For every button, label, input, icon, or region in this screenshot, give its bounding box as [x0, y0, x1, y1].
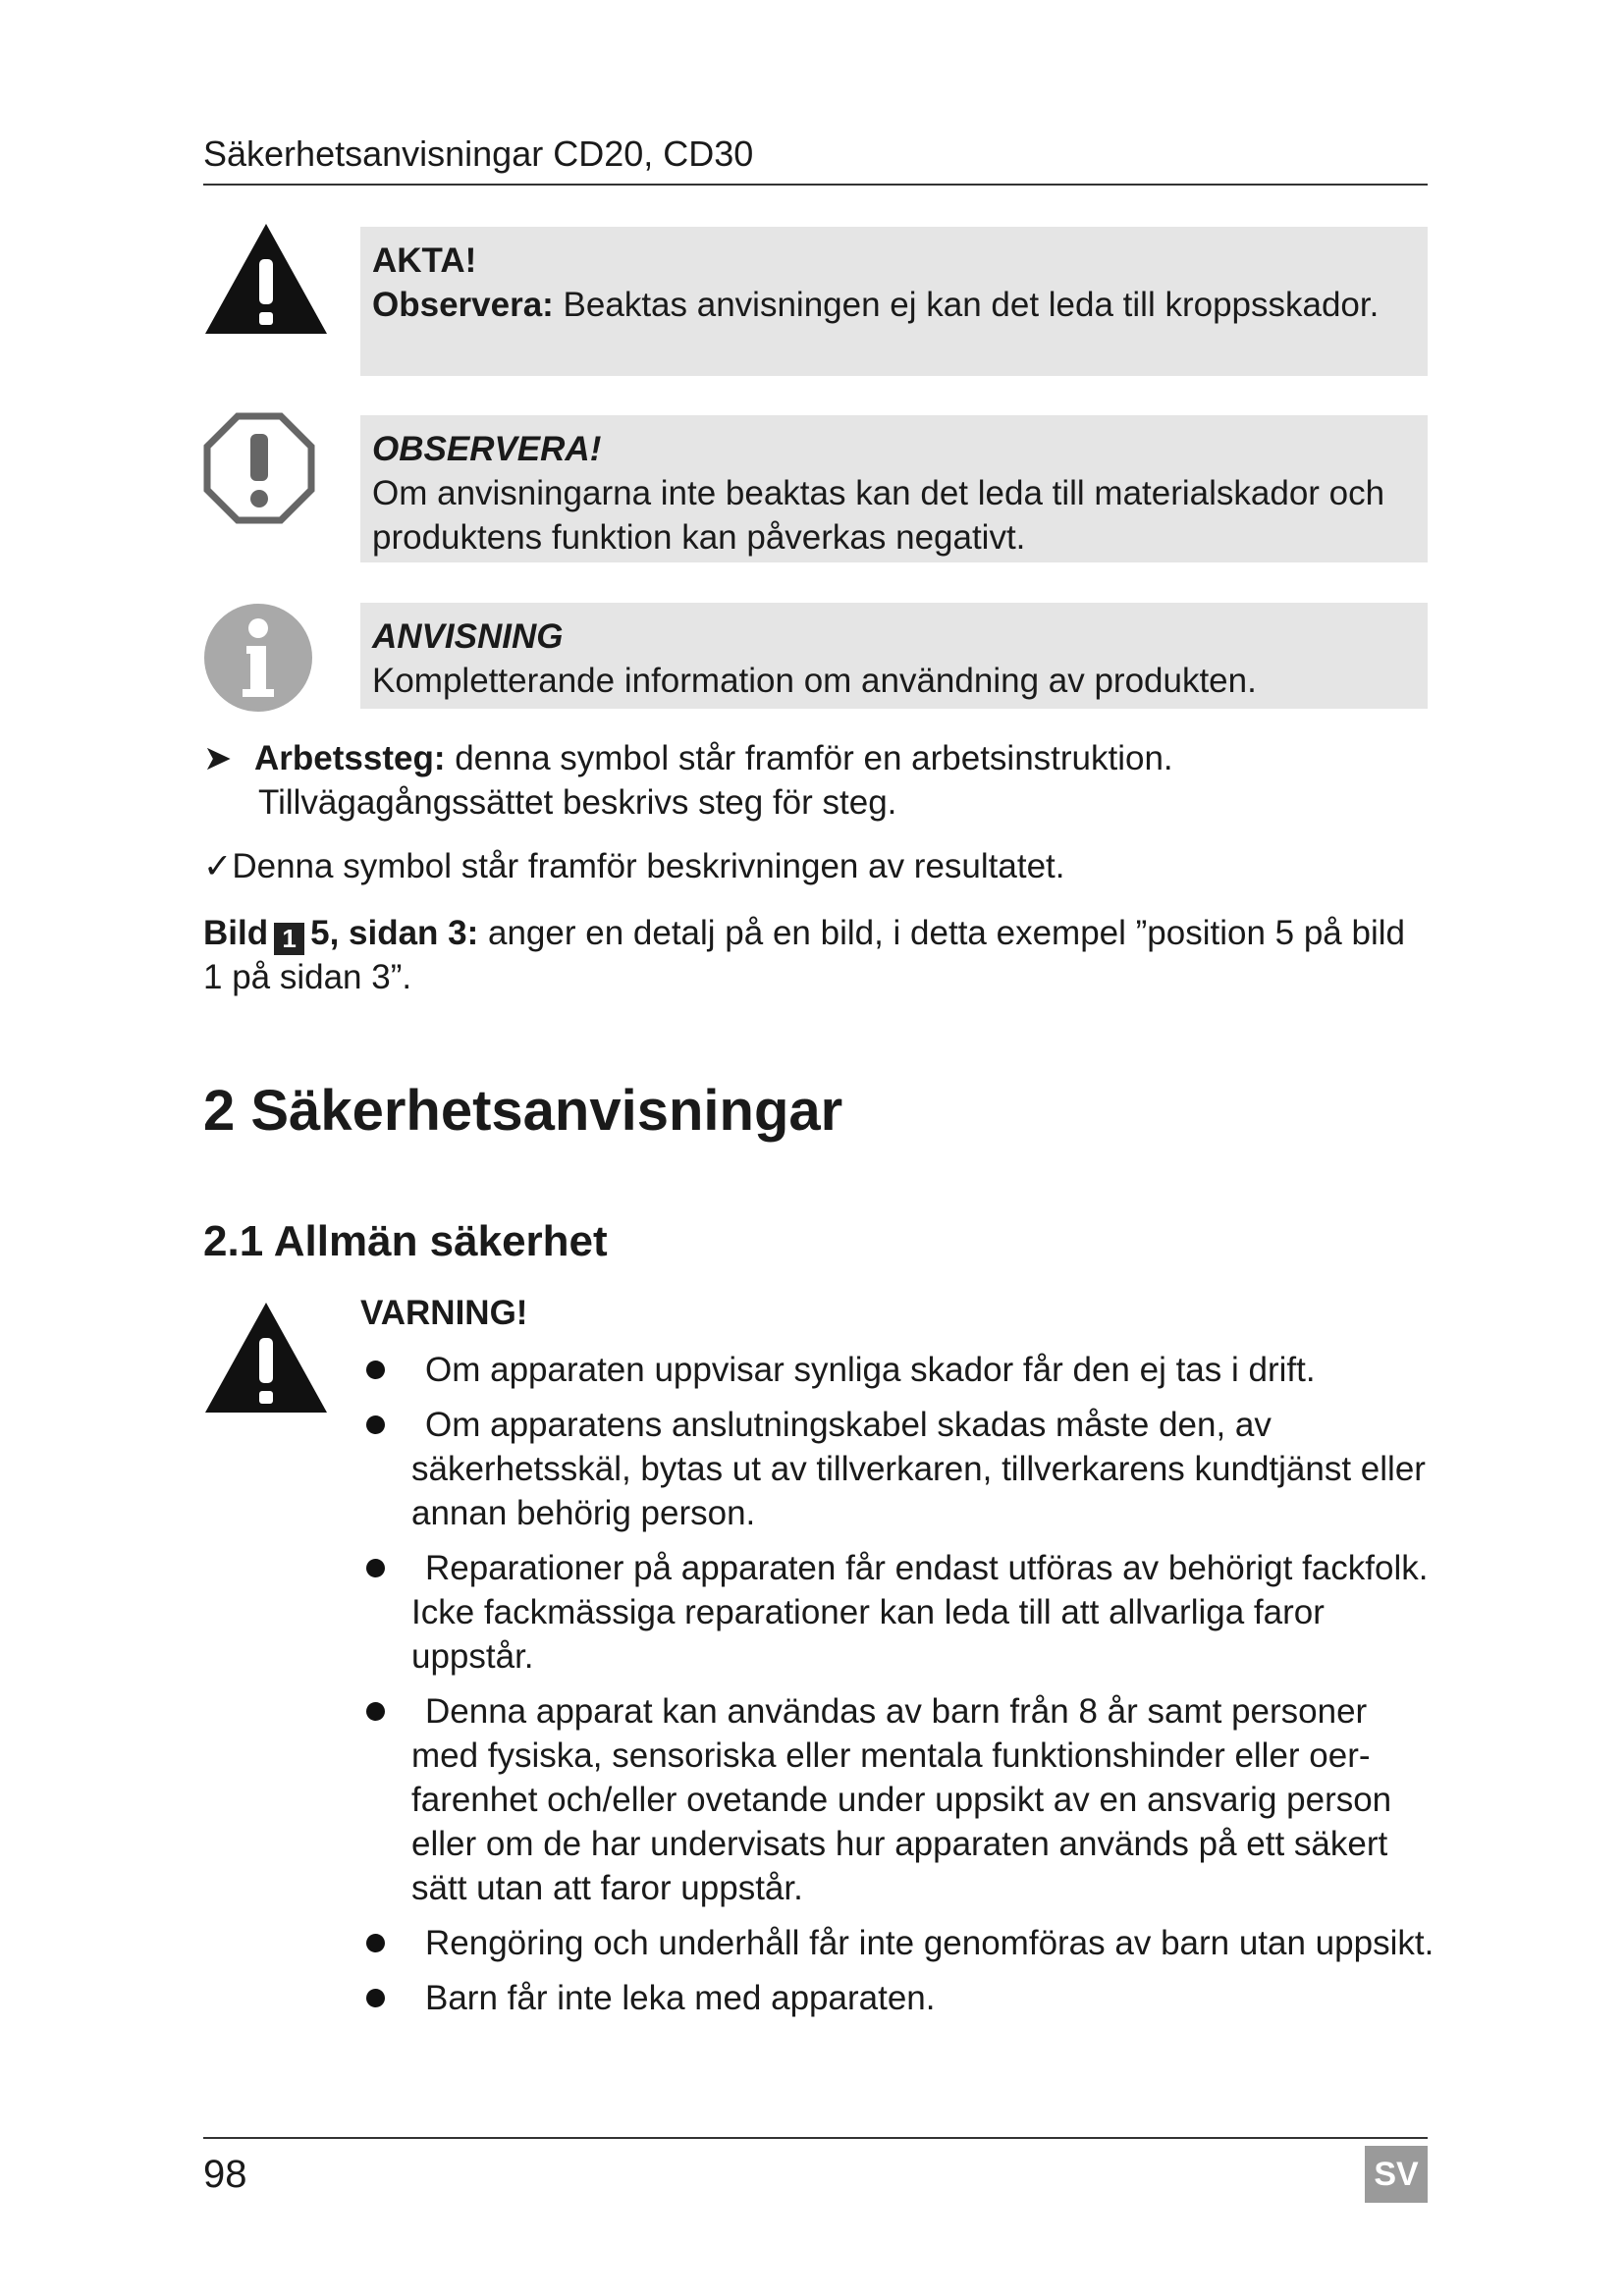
warning-triangle-icon: [203, 1301, 329, 1415]
figure-number-box: 1: [274, 923, 304, 955]
step-text: denna symbol står framför en arbetsinstruktion.: [445, 739, 1173, 777]
notice-akta-text: Beaktas anvisningen ej kan det leda till kroppsskador.: [553, 286, 1380, 324]
octagon-exclamation-icon: [203, 412, 315, 524]
notice-anvisning-title: ANVISNING: [372, 617, 564, 656]
language-badge: SV: [1365, 2146, 1428, 2203]
notice-akta-lead: Observera:: [372, 286, 554, 324]
header-rule: [203, 184, 1428, 186]
bullet-icon: [366, 1415, 385, 1434]
bullet-icon: [366, 1934, 385, 1952]
subsection-heading: 2.1 Allmän säkerhet: [203, 1217, 608, 1265]
page-number: 98: [203, 2153, 247, 2196]
list-item: Denna apparat kan användas av barn från 8 år samt personer med fysiska, sensoriska eller mentala funktionshinder eller oerfarenhet och/eller ovetande under uppsikt av en ansvarig person eller om de har undervisats hur apparaten används på ett säkert sätt utan att faror uppstår.: [360, 1689, 1440, 1910]
list-item: Reparationer på apparaten får endast utföras av behörigt fackfolk. Icke fackmässiga reparationer kan leda till att allvarliga faror uppstår.: [360, 1546, 1440, 1679]
info-icon: [203, 603, 313, 713]
notice-observera-title: OBSERVERA!: [372, 430, 602, 468]
notice-observera: [360, 415, 1428, 562]
bullet-icon: [366, 1361, 385, 1379]
figure-ref: 5, sidan 3:: [310, 914, 479, 952]
result-explanation: [203, 844, 1431, 888]
figure-text: anger en detalj på en bild, i detta exempel ”position 5 på bild 1 på sidan 3”.: [203, 914, 1405, 996]
list-item: Rengöring och underhåll får inte genomföras av barn utan uppsikt.: [360, 1921, 1440, 1965]
notice-anvisning: [360, 603, 1428, 709]
step-label: Arbetssteg:: [254, 739, 446, 777]
notice-akta-title: AKTA!: [372, 241, 477, 280]
figure-label: Bild: [203, 914, 269, 952]
notice-anvisning-text: Kompletterande information om användning av produkten.: [372, 662, 1257, 700]
warning-title: VARNING!: [360, 1294, 528, 1332]
list-item: Barn får inte leka med apparaten.: [360, 1976, 1440, 2020]
warning-triangle-icon: [203, 222, 329, 336]
safety-list: [360, 1348, 1440, 2031]
result-text: Denna symbol står framför beskrivningen av resultatet.: [232, 847, 1065, 885]
running-header: Säkerhetsanvisningar CD20, CD30: [203, 133, 754, 174]
notice-observera-text: Om anvisningarna inte beaktas kan det leda till materialskador och produktens funktion kan påverkas negativt.: [372, 474, 1385, 557]
step-text-2: Tillvägagångssättet beskrivs steg för steg.: [258, 783, 897, 822]
footer-rule: [203, 2137, 1428, 2139]
notice-akta: [360, 227, 1428, 376]
bullet-icon: [366, 1989, 385, 2007]
list-item: Om apparaten uppvisar synliga skador får den ej tas i drift.: [360, 1348, 1440, 1392]
list-item: Om apparatens anslutningskabel skadas måste den, av säkerhetsskäl, bytas ut av tillverkaren, tillverkarens kundtjänst eller annan behörig person.: [360, 1403, 1440, 1535]
section-heading: 2 Säkerhetsanvisningar: [203, 1079, 843, 1143]
step-arrow-icon: ➤: [203, 739, 233, 777]
step-explanation: [203, 736, 1431, 825]
figure-reference-explanation: [203, 911, 1431, 999]
bullet-icon: [366, 1702, 385, 1721]
bullet-icon: [366, 1559, 385, 1577]
checkmark-icon: ✓: [203, 847, 233, 885]
